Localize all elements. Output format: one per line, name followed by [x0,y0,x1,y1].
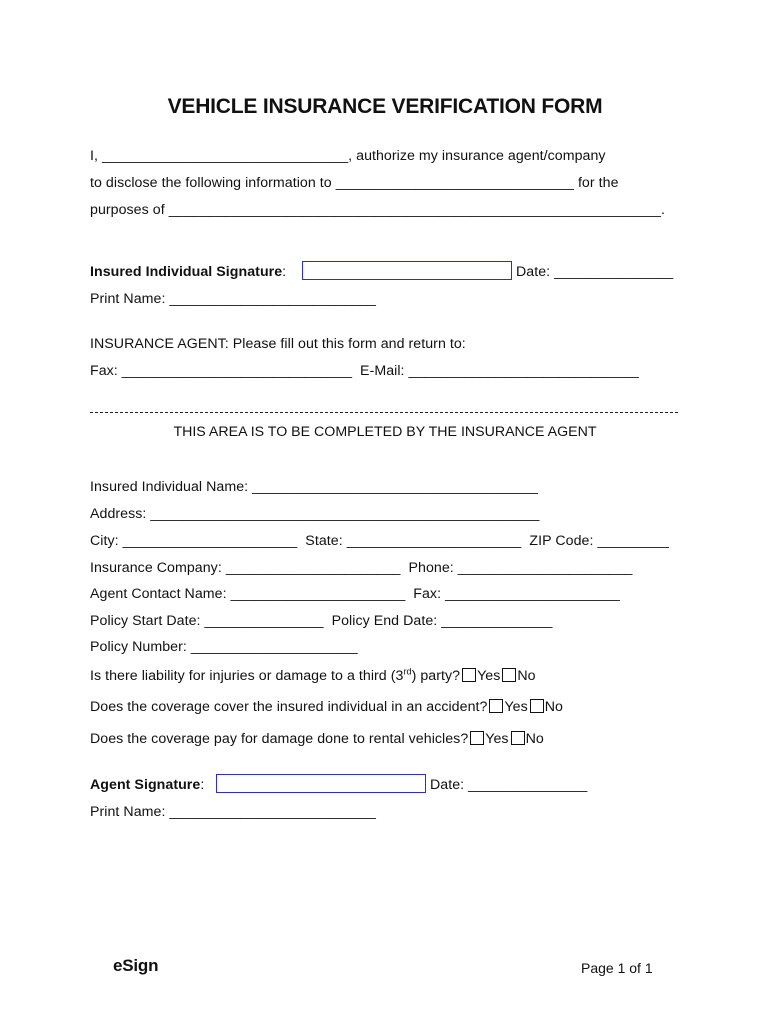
section-divider [90,412,678,413]
yes-label: Yes [477,668,501,684]
phone-label: Phone: [400,560,458,576]
return-fax-blank[interactable]: _____________________________ [121,363,353,379]
policy-end-blank[interactable]: ______________ [441,613,553,629]
zip-blank[interactable]: _________ [597,533,669,549]
yes-checkbox[interactable] [470,731,484,745]
intro-line-2-end: for the [573,175,619,191]
page-number: Page 1 of 1 [581,960,653,976]
company-label: Insurance Company: [90,560,226,576]
insured-name-blank[interactable]: ____________________________________ [252,479,538,495]
address-label: Address: [90,506,151,522]
insured-date-label: Date: [512,264,555,280]
insured-name-row [90,478,538,496]
no-checkbox[interactable] [530,699,544,713]
question-accident-coverage [90,698,563,716]
insured-print-name-row [90,290,376,308]
question-text: Does the coverage pay for damage done to rental vehicles? [90,731,469,747]
state-blank[interactable]: ______________________ [346,533,522,549]
agent-contact-label: Agent Contact Name: [90,586,231,602]
agent-fax-label: Fax: [405,586,446,602]
authorizer-name-blank[interactable]: _______________________________ [101,148,349,164]
no-label: No [525,731,544,747]
agent-signature-label [90,776,204,794]
question-liability [90,667,536,685]
yes-checkbox[interactable] [462,668,476,682]
recipient-blank[interactable]: ______________________________ [335,175,574,191]
intro-line-1-end: , authorize my insurance agent/company [348,148,606,164]
return-contact-row [90,362,639,380]
agent-print-name-label: Print Name: [90,804,170,820]
insured-date-blank[interactable]: _______________ [554,264,674,280]
agent-return-instruction: INSURANCE AGENT: Please fill out this form and return to: [90,336,466,352]
agent-signature-label-text: Agent Signature [90,777,201,793]
question-superscript: rd [403,666,412,677]
policy-start-label: Policy Start Date: [90,613,205,629]
no-label: No [544,699,563,715]
city-state-zip-row [90,532,669,550]
policy-start-blank[interactable]: _______________ [204,613,324,629]
esign-logo: eSign [113,956,159,975]
policy-dates-row [90,612,552,630]
intro-line-1 [90,147,606,165]
policy-number-row [90,638,358,656]
agent-signature-field[interactable] [216,774,426,793]
insured-print-name-label: Print Name: [90,291,170,307]
company-blank[interactable]: ______________________ [225,560,401,576]
yes-label: Yes [485,731,509,747]
address-blank[interactable]: _________________________________________________ [150,506,540,522]
return-fax-label: Fax: [90,363,122,379]
agent-contact-fax-row [90,585,620,603]
insured-name-label: Insured Individual Name: [90,479,253,495]
question-text: Does the coverage cover the insured individual in an accident? [90,699,488,715]
state-label: State: [297,533,347,549]
no-checkbox[interactable] [502,668,516,682]
agent-signature-colon: : [200,777,205,793]
return-email-blank[interactable]: _____________________________ [408,363,639,379]
yes-label: Yes [504,699,528,715]
agent-contact-blank[interactable]: ______________________ [230,586,406,602]
intro-line-3 [90,201,665,219]
policy-number-label: Policy Number: [90,639,191,655]
no-checkbox[interactable] [511,731,525,745]
agent-print-name-blank[interactable]: __________________________ [169,804,376,820]
no-label: No [517,668,536,684]
phone-blank[interactable]: ______________________ [457,560,633,576]
insured-date-row [512,263,673,281]
company-phone-row [90,559,632,577]
form-title: VEHICLE INSURANCE VERIFICATION FORM [167,95,603,118]
zip-label: ZIP Code: [521,533,598,549]
city-blank[interactable]: ______________________ [122,533,298,549]
agent-area-heading: THIS AREA IS TO BE COMPLETED BY THE INSURANCE AGENT [173,424,597,440]
address-row [90,505,539,523]
purpose-blank[interactable]: ______________________________________________________________ [168,202,661,218]
insured-signature-label-text: Insured Individual Signature [90,264,283,280]
agent-print-name-row [90,803,376,821]
city-label: City: [90,533,123,549]
question-text-end: ) party? [411,668,461,684]
insured-print-name-blank[interactable]: __________________________ [169,291,376,307]
question-text: Is there liability for injuries or damage to a third (3 [90,668,404,684]
intro-line-2-start: to disclose the following information to [90,175,336,191]
agent-fax-blank[interactable]: ______________________ [445,586,620,602]
insured-signature-colon: : [282,264,287,280]
agent-date-blank[interactable]: _______________ [468,777,588,793]
intro-line-3-start: purposes of [90,202,169,218]
insured-signature-field[interactable] [302,261,512,280]
insured-signature-label [90,263,286,281]
agent-date-label: Date: [426,777,469,793]
question-rental-damage [90,730,544,748]
intro-line-3-end: . [661,202,665,218]
agent-date-row [426,776,587,794]
yes-checkbox[interactable] [489,699,503,713]
intro-line-1-start: I, [90,148,102,164]
policy-end-label: Policy End Date: [323,613,442,629]
return-email-label: E-Mail: [352,363,409,379]
policy-number-blank[interactable]: _____________________ [190,639,358,655]
intro-line-2 [90,174,619,192]
